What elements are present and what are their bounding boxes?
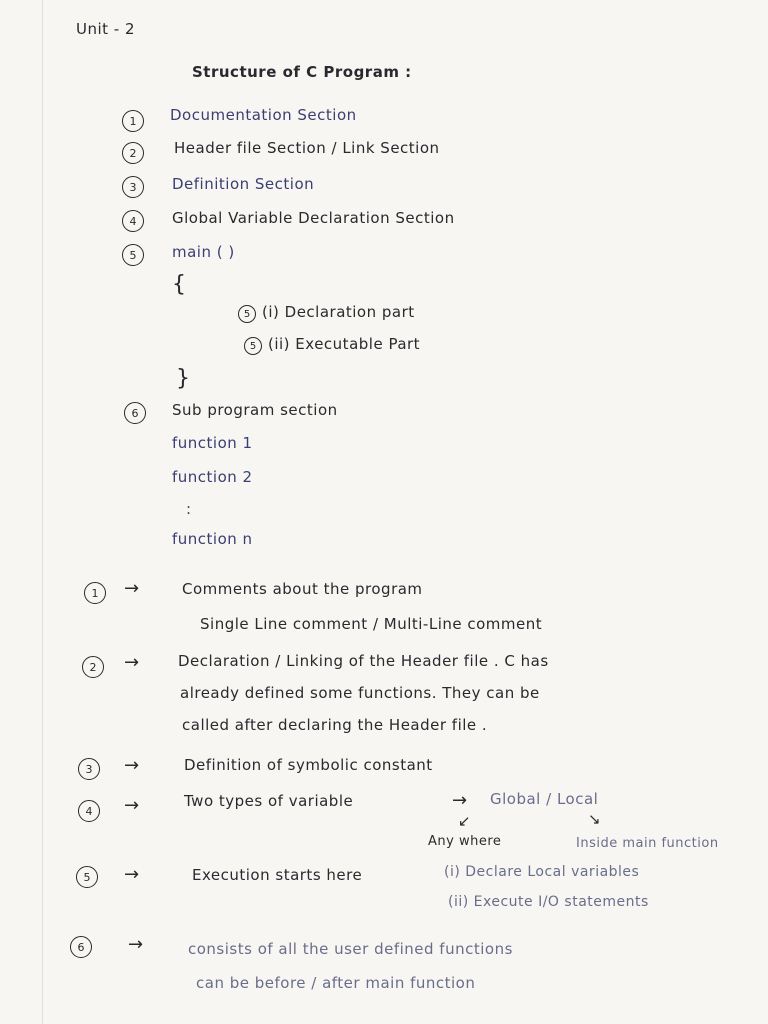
unit-heading: Unit - 2 <box>76 20 136 38</box>
function-2: function 2 <box>172 468 253 486</box>
note-5-line-1: Execution starts here <box>192 866 363 884</box>
note-5-arrow: → <box>124 864 140 885</box>
item-documentation-section: Documentation Section <box>170 106 357 124</box>
item-definition-section: Definition Section <box>172 175 315 193</box>
note-3-arrow: → <box>124 755 140 776</box>
note-5-execute-io: (ii) Execute I/O statements <box>448 894 649 910</box>
number-1-circle: 1 <box>122 110 144 132</box>
note-2-arrow: → <box>124 652 140 673</box>
note-4-global-local: Global / Local <box>490 790 599 808</box>
note-4-inside-main: Inside main function <box>576 836 719 851</box>
note-2-line-3: called after declaring the Header file . <box>182 716 488 734</box>
sub-declaration-part: (i) Declaration part <box>262 303 415 321</box>
margin-line <box>42 0 43 1024</box>
note-2-line-2: already defined some functions. They can be <box>180 684 540 702</box>
note-6-line-1: consists of all the user defined functions <box>188 940 513 958</box>
note-4-circle: 4 <box>78 800 100 822</box>
item-main: main ( ) <box>172 243 235 261</box>
note-3-line-1: Definition of symbolic constant <box>184 756 433 774</box>
number-3-circle: 3 <box>122 176 144 198</box>
number-2-circle: 2 <box>122 142 144 164</box>
note-6-arrow: → <box>128 934 144 955</box>
note-6-line-2: can be before / after main function <box>196 974 476 992</box>
number-6-circle: 6 <box>124 402 146 424</box>
note-1-circle: 1 <box>84 582 106 604</box>
note-4-line-1: Two types of variable <box>184 792 354 810</box>
function-n: function n <box>172 530 253 548</box>
sub-executable-part: (ii) Executable Part <box>268 335 421 353</box>
note-6-circle: 6 <box>70 936 92 958</box>
page-title: Structure of C Program : <box>192 63 412 81</box>
note-2-line-1: Declaration / Linking of the Header file . C has <box>178 652 549 670</box>
function-1: function 1 <box>172 434 253 452</box>
number-5-sub-circle: 5 <box>238 305 256 323</box>
note-5-declare-local: (i) Declare Local variables <box>444 864 640 880</box>
note-1-line-1: Comments about the program <box>182 580 423 598</box>
note-4-arrow-2: → <box>452 790 468 811</box>
open-brace: { <box>172 272 186 297</box>
number-5-sub-circle-2: 5 <box>244 337 262 355</box>
close-brace: } <box>176 366 190 391</box>
item-sub-program-section: Sub program section <box>172 401 338 419</box>
note-3-circle: 3 <box>78 758 100 780</box>
item-header-file-section: Header file Section / Link Section <box>174 139 440 157</box>
note-2-circle: 2 <box>82 656 104 678</box>
function-ellipsis: : <box>186 500 192 518</box>
note-1-arrow: → <box>124 578 140 599</box>
down-left-arrow: ↙ <box>458 812 471 830</box>
down-right-arrow: ↘ <box>588 810 601 828</box>
note-5-circle: 5 <box>76 866 98 888</box>
note-1-line-2: Single Line comment / Multi-Line comment <box>200 615 543 633</box>
note-4-arrow: → <box>124 795 140 816</box>
number-5-circle: 5 <box>122 244 144 266</box>
note-4-any-where: Any where <box>428 834 502 849</box>
number-4-circle: 4 <box>122 210 144 232</box>
item-global-variable-declaration: Global Variable Declaration Section <box>172 209 455 227</box>
